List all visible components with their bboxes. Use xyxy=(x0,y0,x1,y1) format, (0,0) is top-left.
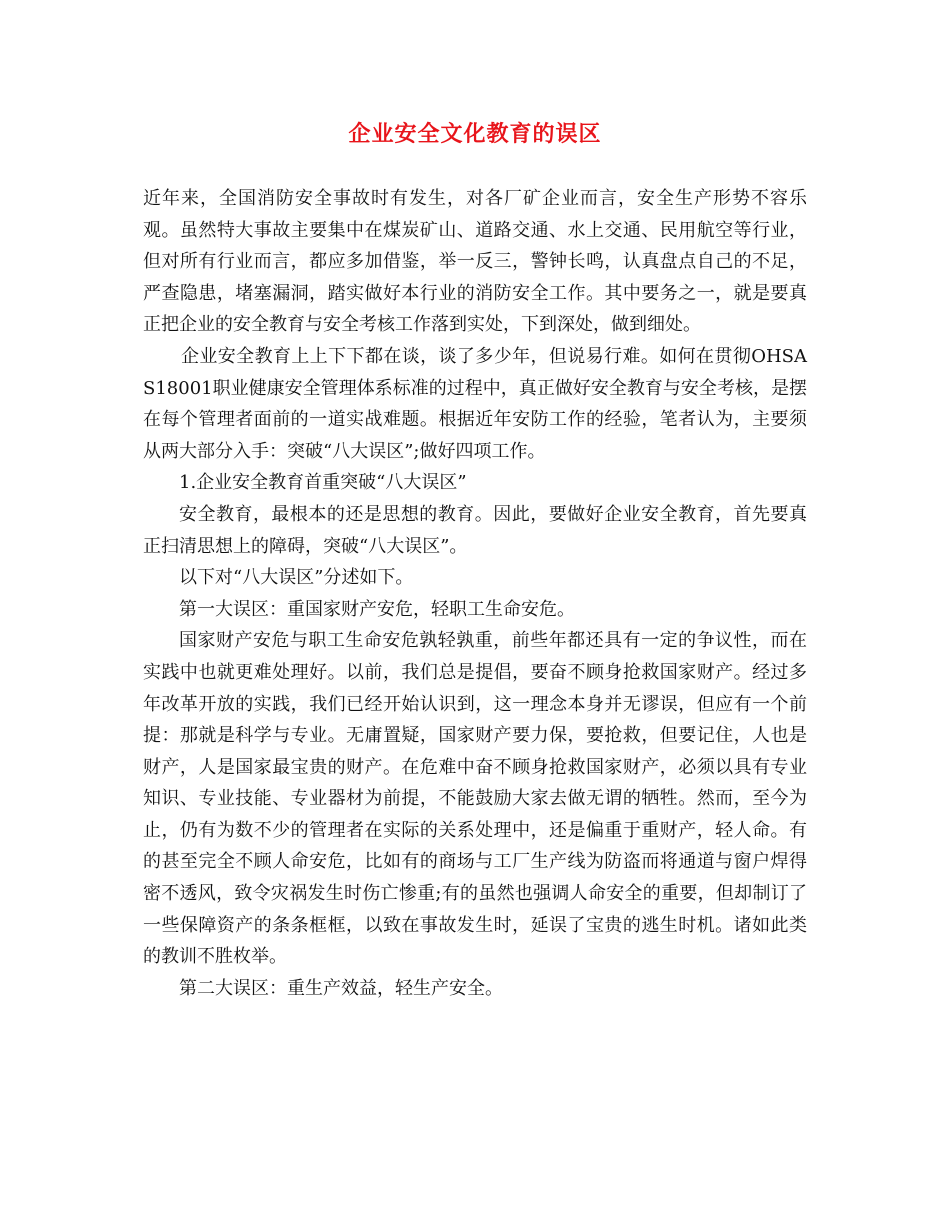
misconception-heading-1: 第一大误区：重国家财产安危，轻职工生命安危。 xyxy=(179,598,575,620)
section-heading-1: 1.企业安全教育首重突破“八大误区” xyxy=(179,472,467,494)
paragraph-education: 安全教育，最根本的还是思想的教育。因此，要做好企业安全教育，首先要真正扫清思想上的障碍，突破“八大误区”。 xyxy=(143,503,807,557)
misconception-heading-2: 第二大误区：重生产效益，轻生产安全。 xyxy=(179,977,503,999)
paragraph-lead-in: 以下对“八大误区”分述如下。 xyxy=(179,567,414,589)
document-title: 企业安全文化教育的误区 xyxy=(348,121,602,147)
document-body xyxy=(143,183,807,1004)
paragraph-misconception-1: 国家财产安危与职工生命安危孰轻孰重，前些年都还具有一定的争议性，而在实践中也就更难处理好。以前，我们总是提倡，要奋不顾身抢救国家财产。经过多年改革开放的实践，我们已经开始认识到，这一理念本身并无谬误，但应有一个前提：那就是科学与专业。无庸置疑，国家财产要力保，要抢救，但要记住，人也是财产，人是国家最宝贵的财产。在危难中奋不顾身抢救国家财产，必须以具有专业知识、专业技能、专业器材为前提，不能鼓励大家去做无谓的牺牲。然而，至今为止，仍有为数不少的管理者在实际的关系处理中，还是偏重于重财产，轻人命。有的甚至完全不顾人命安危，比如有的商场与工厂生产线为防盗而将通道与窗户焊得密不透风，致令灾祸发生时伤亡惨重;有的虽然也强调人命安全的重要，但却制订了一些保障资产的条条框框，以致在事故发生时，延误了宝贵的逃生时机。诸如此类的教训不胜枚举。 xyxy=(143,630,807,968)
paragraph-overview: 企业安全教育上上下下都在谈，谈了多少年，但说易行难。如何在贯彻OHSAS18001职业健康安全管理体系标准的过程中，真正做好安全教育与安全考核，是摆在每个管理者面前的一道实战难题。根据近年安防工作的经验，笔者认为，主要须从两大部分入手：突破“八大误区”;做好四项工作。 xyxy=(143,345,807,462)
paragraph-intro: 近年来，全国消防安全事故时有发生，对各厂矿企业而言，安全生产形势不容乐观。虽然特大事故主要集中在煤炭矿山、道路交通、水上交通、民用航空等行业，但对所有行业而言，都应多加借鉴，举一反三，警钟长鸣，认真盘点自己的不足，严查隐患，堵塞漏洞，踏实做好本行业的消防安全工作。其中要务之一，就是要真正把企业的安全教育与安全考核工作落到实处，下到深处，做到细处。 xyxy=(143,188,807,336)
